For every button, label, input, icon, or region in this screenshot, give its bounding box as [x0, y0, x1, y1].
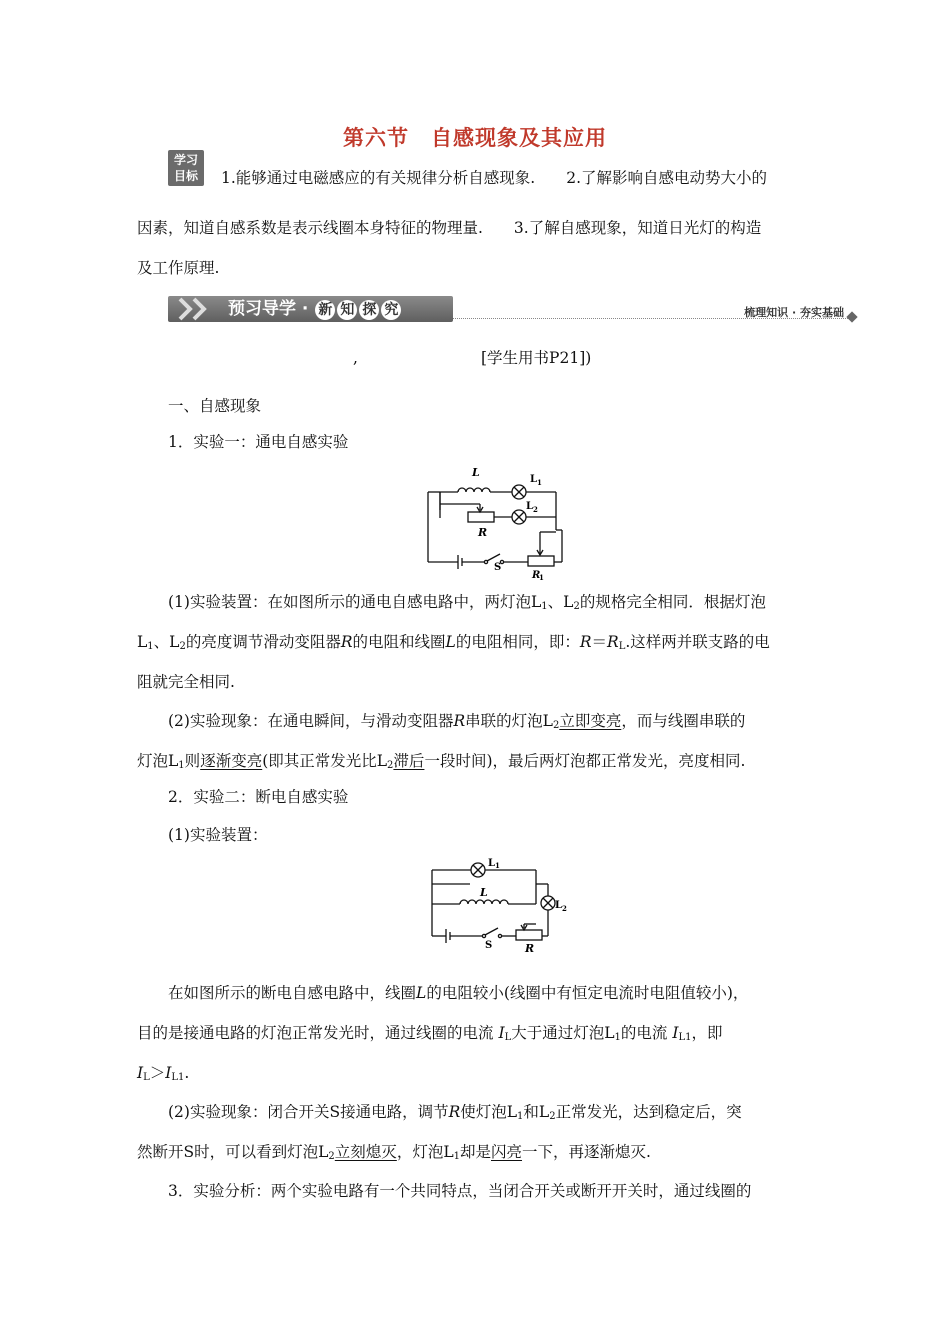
- banner-bar: [168, 296, 453, 322]
- text-fragment: 2: [328, 1151, 335, 1162]
- objectives-badge: [168, 150, 204, 186]
- label-S: S: [494, 562, 502, 573]
- banner-title: [228, 298, 402, 320]
- exp1-phenomenon-line-2: [137, 751, 745, 776]
- exp1-setup-line-2: [137, 632, 770, 657]
- label-L2-sub: 2: [533, 505, 538, 514]
- circuit-diagram-2: [412, 856, 577, 956]
- text-fragment: R: [340, 633, 353, 651]
- text-fragment: 滞后: [393, 752, 425, 770]
- text-fragment: ＞: [149, 1064, 166, 1082]
- text-fragment: 的电流: [620, 1024, 668, 1042]
- exp3-line-1: 3．实验分析：两个实验电路有一个共同特点，当闭合开关或断开开关时，通过线圈的: [168, 1182, 752, 1200]
- banner-title-left: 预习导学 ·: [228, 299, 309, 319]
- label-R1: R: [532, 570, 541, 581]
- text-fragment: I: [672, 1024, 679, 1042]
- text-fragment: 一下，再逐渐熄灭.: [522, 1143, 651, 1161]
- label2-S: S: [485, 940, 493, 951]
- text-fragment: 1: [517, 1111, 524, 1122]
- page-title: [0, 122, 950, 152]
- text-fragment: 在如图所示的断电自感电路中，线圈: [168, 984, 417, 1002]
- exp2-desc-line-3: [137, 1063, 189, 1088]
- text-fragment: 的亮度调节滑动变阻器: [185, 633, 341, 651]
- exp2-phenomenon-line-1: [168, 1102, 742, 1127]
- text-fragment: L: [416, 984, 427, 1002]
- banner-char-2: 知: [337, 300, 357, 320]
- text-fragment: 和L: [523, 1103, 550, 1121]
- text-fragment: ，灯泡L: [396, 1143, 454, 1161]
- label2-L1: L: [488, 858, 496, 869]
- objectives-line-1: 1.能够通过电磁感应的有关规律分析自感现象. 2.了解影响自感电动势大小的: [221, 169, 768, 187]
- text-fragment: (2)实验现象：闭合开关S接通电路，调节: [168, 1103, 449, 1121]
- label-L1-sub: 1: [537, 478, 542, 487]
- text-fragment: 1: [147, 641, 154, 652]
- text-fragment: L: [504, 1032, 512, 1043]
- exp1-phenomenon-line-1: [168, 711, 745, 736]
- banner-subtitle: 梳理知识 · 夯实基础: [744, 306, 844, 319]
- label2-L2-sub: 2: [562, 904, 567, 913]
- label-R1-sub: 1: [539, 573, 544, 582]
- text-fragment: 、L: [153, 633, 180, 651]
- text-fragment: 目的是接通电路的灯泡正常发光时，通过线圈的电流: [137, 1024, 494, 1042]
- text-fragment: 一段时间)，最后两灯泡都正常发光，亮度相同.: [424, 752, 746, 770]
- text-fragment: 1: [453, 1151, 460, 1162]
- text-fragment: 2: [549, 1111, 556, 1122]
- exp2-setup: (1)实验装置：: [168, 826, 268, 844]
- text-fragment: .这样两并联支路的电: [625, 633, 770, 651]
- text-fragment: L1: [678, 1032, 692, 1043]
- text-fragment: 立即变亮: [559, 712, 622, 730]
- text-fragment: (2)实验现象：在通电瞬间，与滑动变阻器: [168, 712, 454, 730]
- title-section: 第六节: [343, 126, 409, 150]
- text-fragment: 正常发光，达到稳定后，突: [555, 1103, 742, 1121]
- text-fragment: 串联的灯泡L: [465, 712, 553, 730]
- text-fragment: L: [143, 1072, 150, 1083]
- badge-line1: 学习: [173, 153, 198, 167]
- text-fragment: ，而与线圈串联的: [621, 712, 746, 730]
- text-fragment: 、L: [547, 593, 574, 611]
- text-fragment: 2: [552, 720, 560, 731]
- text-fragment: R: [607, 633, 619, 651]
- banner-char-4: 究: [381, 300, 401, 320]
- text-fragment: 1: [178, 760, 185, 771]
- text-fragment: 2: [179, 641, 186, 652]
- text-fragment: 的规格完全相同．根据灯泡: [579, 593, 766, 611]
- text-fragment: (即其正常发光比L: [262, 752, 388, 770]
- book-reference: [学生用书P21]): [481, 349, 592, 367]
- exp1-setup-line-1: [168, 592, 766, 617]
- label2-R: R: [525, 942, 535, 955]
- text-fragment: R: [448, 1103, 461, 1121]
- text-fragment: (1)实验装置：在如图所示的通电自感电路中，两灯泡L: [168, 593, 542, 611]
- exp2-desc-line-1: [168, 983, 748, 1003]
- section-banner: [168, 296, 858, 326]
- text-fragment: 1: [541, 601, 548, 612]
- section-heading: 一、自感现象: [168, 397, 262, 415]
- text-fragment: R: [579, 633, 592, 651]
- text-fragment: 闪亮: [491, 1143, 523, 1161]
- text-fragment: ＝: [591, 633, 608, 651]
- text-fragment: 然断开S时，可以看到灯泡L: [137, 1143, 329, 1161]
- text-fragment: 则: [184, 752, 201, 770]
- exp1-setup-line-3: 阻就完全相同.: [137, 673, 235, 691]
- exp2-heading: 2．实验二：断电自感实验: [168, 788, 349, 806]
- exp2-desc-line-2: [137, 1023, 723, 1048]
- text-fragment: 逐渐变亮: [200, 752, 263, 770]
- label-L2: L: [526, 501, 534, 512]
- objectives-line-2: 因素，知道自感系数是表示线圈本身特征的物理量. 3.了解自感现象，知道日光灯的构造: [137, 219, 762, 237]
- text-fragment: 2: [573, 601, 580, 612]
- text-fragment: L: [618, 641, 626, 652]
- label2-L: L: [480, 886, 488, 899]
- text-fragment: 1: [614, 1032, 621, 1043]
- circuit-diagram-1: [420, 462, 570, 582]
- diamond-icon: [846, 311, 857, 322]
- text-fragment: L1: [171, 1072, 185, 1083]
- objectives-line-3: 及工作原理.: [137, 259, 220, 277]
- label-R: R: [478, 526, 488, 539]
- text-fragment: I: [498, 1024, 505, 1042]
- badge-line2: 目标: [173, 169, 198, 183]
- exp2-phenomenon-line-2: [137, 1142, 651, 1167]
- text-fragment: 的电阻和线圈: [352, 633, 446, 651]
- chevron-double-icon: [172, 296, 222, 322]
- text-fragment: 的电阻较小(线圈中有恒定电流时电阻值较小)，: [426, 984, 749, 1002]
- text-fragment: 大于通过灯泡L: [511, 1024, 615, 1042]
- text-fragment: 2: [387, 760, 394, 771]
- text-fragment: L: [445, 633, 456, 651]
- text-fragment: 的电阻相同，即：: [455, 633, 580, 651]
- text-fragment: 灯泡L: [137, 752, 179, 770]
- label-L: L: [472, 466, 480, 479]
- title-topic: 自感现象及其应用: [431, 126, 607, 150]
- label2-L2: L: [555, 900, 563, 911]
- ref-comma: ,: [353, 349, 358, 367]
- label-L1: L: [530, 474, 538, 485]
- text-fragment: 立刻熄灭: [334, 1143, 397, 1161]
- text-fragment: 却是: [459, 1143, 491, 1161]
- text-fragment: R: [453, 712, 466, 730]
- text-fragment: ，即: [691, 1024, 723, 1042]
- text-fragment: 使灯泡L: [460, 1103, 518, 1121]
- exp1-heading: 1．实验一：通电自感实验: [168, 433, 349, 451]
- text-fragment: L: [137, 633, 148, 651]
- banner-char-3: 探: [359, 300, 379, 320]
- text-fragment: .: [184, 1064, 190, 1082]
- text-fragment: I: [137, 1064, 144, 1082]
- label2-L1-sub: 1: [495, 861, 500, 870]
- text-fragment: I: [165, 1064, 172, 1082]
- banner-char-1: 新: [315, 300, 335, 320]
